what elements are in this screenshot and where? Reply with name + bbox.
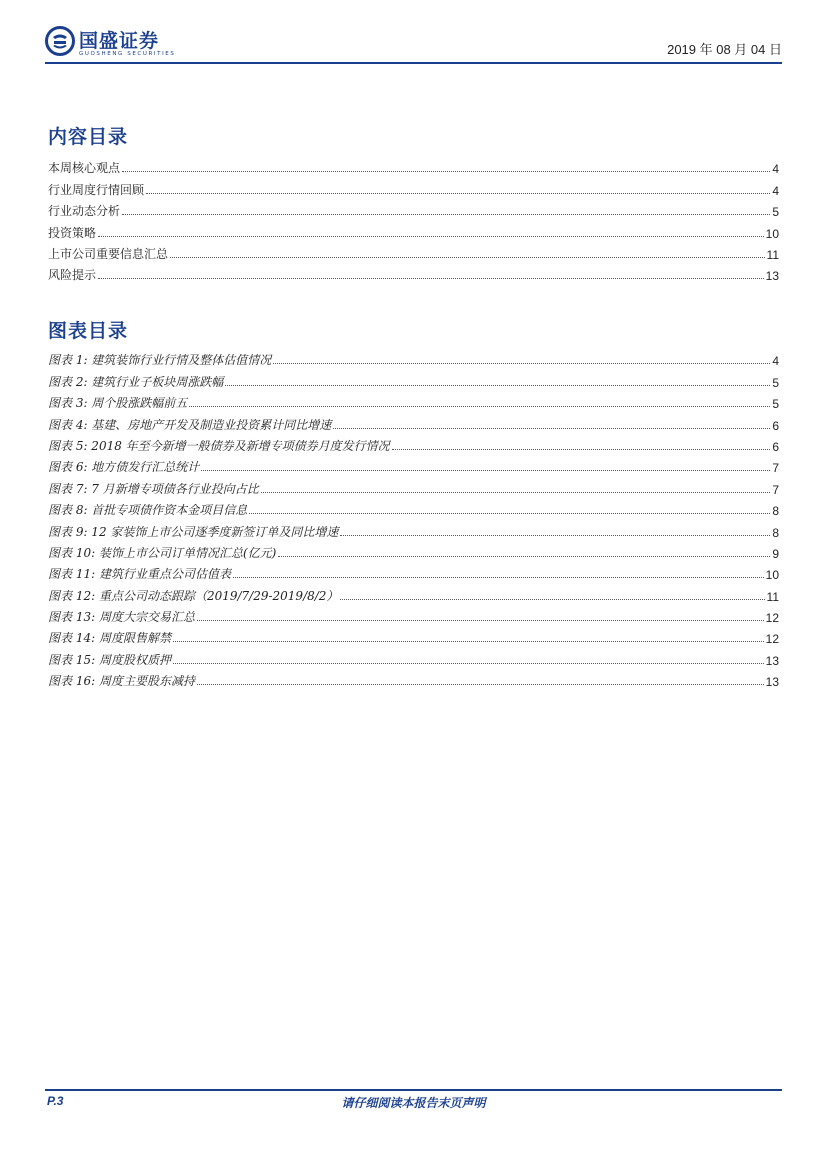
figure-entry-page: 13 — [765, 653, 779, 668]
dot-leader — [170, 257, 765, 258]
figure-entry-page: 9 — [772, 546, 779, 561]
dot-leader — [340, 599, 764, 600]
figure-entry-page: 8 — [772, 525, 779, 540]
toc-entry-page: 13 — [765, 269, 779, 284]
guosheng-logo-icon — [45, 26, 75, 56]
toc-entry-page: 4 — [772, 183, 779, 198]
company-name: 国盛证券 — [79, 30, 160, 52]
toc-entry[interactable] — [48, 262, 779, 283]
figure-entry[interactable] — [48, 604, 779, 625]
dot-leader — [122, 214, 770, 215]
dot-leader — [122, 171, 770, 172]
page-number: P.3 — [47, 1094, 64, 1108]
figure-entry-page: 7 — [772, 482, 779, 497]
figure-entry-label: 图表 2: 建筑行业子板块周涨跌幅 — [48, 374, 224, 389]
figure-entry-label: 图表 12: 重点公司动态跟踪（2019/7/29-2019/8/2） — [48, 588, 339, 603]
figure-entry-page: 10 — [765, 568, 779, 583]
dot-leader — [340, 535, 770, 536]
figure-entry[interactable] — [48, 668, 779, 689]
figure-entry-page: 5 — [772, 397, 779, 412]
toc-entry-label: 行业周度行情回顾 — [48, 182, 145, 197]
figure-entry-label: 图表 4: 基建、房地产开发及制造业投资累计同比增速 — [48, 417, 332, 432]
figure-entry[interactable] — [48, 411, 779, 432]
figure-entry-label: 图表 13: 周度大宗交易汇总 — [48, 610, 195, 625]
figure-entry-page: 8 — [772, 504, 779, 519]
dot-leader — [225, 385, 770, 386]
company-logo — [45, 24, 195, 60]
figure-entry-page: 5 — [772, 375, 779, 390]
figure-entry[interactable] — [48, 347, 779, 368]
figure-entry[interactable] — [48, 646, 779, 667]
dot-leader — [197, 620, 764, 621]
dot-leader — [261, 492, 771, 493]
figure-entry-page: 13 — [765, 675, 779, 690]
figure-entry-label: 图表 8: 首批专项债作资本金项目信息 — [48, 503, 248, 518]
footer-disclaimer: 请仔细阅读本报告末页声明 — [341, 1096, 486, 1110]
dot-leader — [98, 278, 764, 279]
figure-entry-label: 图表 9: 12 家装饰上市公司逐季度新签订单及同比增速 — [48, 524, 339, 539]
dot-leader — [98, 236, 764, 237]
figure-entry-page: 6 — [772, 439, 779, 454]
contents-title: 内容目录 — [48, 126, 129, 148]
toc-entry-page: 11 — [766, 247, 779, 262]
figure-entry[interactable] — [48, 454, 779, 475]
figure-entry-label: 图表 11: 建筑行业重点公司估值表 — [48, 567, 231, 582]
toc-entry-page: 10 — [765, 226, 779, 241]
figure-entry-label: 图表 6: 地方债发行汇总统计 — [48, 460, 200, 475]
contents-list — [48, 155, 779, 283]
figure-entry[interactable] — [48, 540, 779, 561]
header-divider — [45, 62, 782, 64]
figure-entry-label: 图表 16: 周度主要股东减持 — [48, 674, 195, 689]
figure-entry-label: 图表 3: 周个股涨跌幅前五 — [48, 396, 188, 411]
figure-entry-label: 图表 5: 2018 年至今新增一般债券及新增专项债券月度发行情况 — [48, 438, 390, 453]
toc-entry[interactable] — [48, 198, 779, 219]
figure-entry-page: 6 — [772, 418, 779, 433]
figure-entry[interactable] — [48, 582, 779, 603]
dot-leader — [233, 577, 764, 578]
figures-list — [48, 347, 779, 689]
toc-entry-page: 4 — [772, 162, 779, 177]
figure-entry[interactable] — [48, 433, 779, 454]
dot-leader — [197, 684, 764, 685]
figure-entry[interactable] — [48, 518, 779, 539]
figure-entry[interactable] — [48, 475, 779, 496]
report-date: 2019 年 08 月 04 日 — [667, 42, 782, 57]
toc-entry-label: 投资策略 — [48, 225, 97, 240]
figure-entry-page: 11 — [766, 589, 779, 604]
figure-entry-page: 7 — [772, 461, 779, 476]
page-header — [45, 24, 782, 62]
dot-leader — [392, 449, 771, 450]
toc-entry[interactable] — [48, 155, 779, 176]
dot-leader — [278, 556, 770, 557]
dot-leader — [146, 193, 770, 194]
company-name-en: GUOSHENG SECURITIES — [79, 51, 176, 57]
toc-entry-label: 本周核心观点 — [48, 161, 121, 176]
toc-entry[interactable] — [48, 176, 779, 197]
figure-entry[interactable] — [48, 368, 779, 389]
figure-entry[interactable] — [48, 561, 779, 582]
toc-entry-label: 风险提示 — [48, 268, 97, 283]
toc-entry-label: 上市公司重要信息汇总 — [48, 246, 169, 261]
figures-title: 图表目录 — [48, 320, 129, 342]
dot-leader — [333, 428, 770, 429]
dot-leader — [173, 663, 764, 664]
figure-entry[interactable] — [48, 625, 779, 646]
toc-entry[interactable] — [48, 219, 779, 240]
figure-entry-label: 图表 10: 装饰上市公司订单情况汇总(亿元) — [48, 545, 277, 560]
figure-entry[interactable] — [48, 390, 779, 411]
figure-entry-page: 12 — [765, 611, 779, 626]
toc-entry[interactable] — [48, 241, 779, 262]
figure-entry-label: 图表 14: 周度限售解禁 — [48, 631, 171, 646]
figure-entry-label: 图表 1: 建筑装饰行业行情及整体估值情况 — [48, 353, 272, 368]
dot-leader — [173, 641, 764, 642]
dot-leader — [273, 363, 770, 364]
figure-entry[interactable] — [48, 497, 779, 518]
figure-entry-page: 12 — [765, 632, 779, 647]
footer-divider — [45, 1089, 782, 1091]
toc-entry-page: 5 — [772, 205, 779, 220]
figure-entry-page: 4 — [772, 354, 779, 369]
dot-leader — [201, 470, 770, 471]
toc-entry-label: 行业动态分析 — [48, 204, 121, 219]
dot-leader — [249, 513, 770, 514]
figure-entry-label: 图表 7: 7 月新增专项债各行业投向占比 — [48, 481, 259, 496]
dot-leader — [189, 406, 770, 407]
figure-entry-label: 图表 15: 周度股权质押 — [48, 652, 171, 667]
